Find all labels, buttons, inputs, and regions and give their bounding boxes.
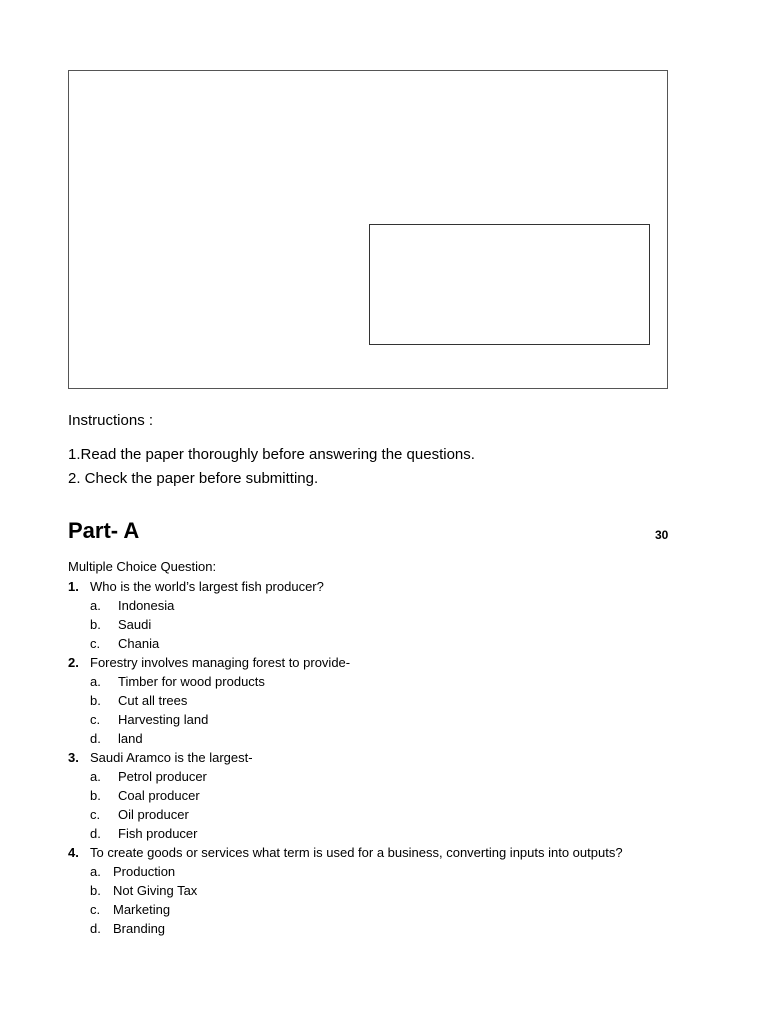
option-letter: d. [90,731,101,746]
question-text: To create goods or services what term is used for a business, converting inputs into outputs? [90,845,623,860]
question-number: 4. [68,845,79,860]
question-text: Forestry involves managing forest to provide- [90,655,351,670]
option-letter: c. [90,902,101,917]
option-item [68,729,708,748]
option-text: land [118,731,143,746]
option-text: Harvesting land [118,712,209,727]
option-text: Oil producer [118,807,189,822]
option-letter: c. [90,712,101,727]
option-item [68,767,708,786]
question-item [68,577,708,653]
option-letter: a. [90,864,101,879]
option-item [68,824,708,843]
option-text: Chania [118,636,160,651]
question-list [68,577,708,938]
option-letter: d. [90,921,101,936]
option-letter: a. [90,769,101,784]
option-item [68,672,708,691]
instructions-title: Instructions : [68,412,154,429]
option-item [68,634,708,653]
option-letter: d. [90,826,101,841]
option-letter: b. [90,883,101,898]
question-number: 3. [68,750,79,765]
question-item [68,843,708,938]
option-text: Production [113,864,176,879]
question-text: Saudi Aramco is the largest- [90,750,253,765]
inner-box [369,224,650,345]
option-item [68,862,708,881]
option-item [68,710,708,729]
option-item [68,919,708,938]
option-text: Timber for wood products [118,674,265,689]
option-text: Branding [113,921,166,936]
option-text: Coal producer [118,788,200,803]
question-text: Who is the world’s largest fish producer? [90,579,324,594]
option-text: Petrol producer [118,769,207,784]
question-item [68,748,708,843]
option-letter: b. [90,693,101,708]
option-text: Indonesia [118,598,175,613]
option-item [68,691,708,710]
option-text: Not Giving Tax [113,883,198,898]
option-text: Fish producer [118,826,198,841]
option-item [68,805,708,824]
option-item [68,596,708,615]
option-letter: b. [90,788,101,803]
option-item [68,615,708,634]
option-letter: a. [90,598,101,613]
option-item [68,786,708,805]
option-item [68,881,708,900]
option-text: Marketing [113,902,171,917]
part-title: Part- A [68,518,140,543]
option-letter: b. [90,617,101,632]
option-item [68,900,708,919]
instruction-item: 2. Check the paper before submitting. [68,470,319,487]
instruction-item: 1.Read the paper thoroughly before answering the questions. [68,446,475,463]
option-text: Saudi [118,617,152,632]
question-number: 2. [68,655,79,670]
question-item [68,653,708,748]
option-letter: c. [90,636,101,651]
option-text: Cut all trees [118,693,188,708]
question-number: 1. [68,579,79,594]
option-letter: a. [90,674,101,689]
option-letter: c. [90,807,101,822]
section-label: Multiple Choice Question: [68,559,217,574]
part-marks: 30 [655,528,669,542]
